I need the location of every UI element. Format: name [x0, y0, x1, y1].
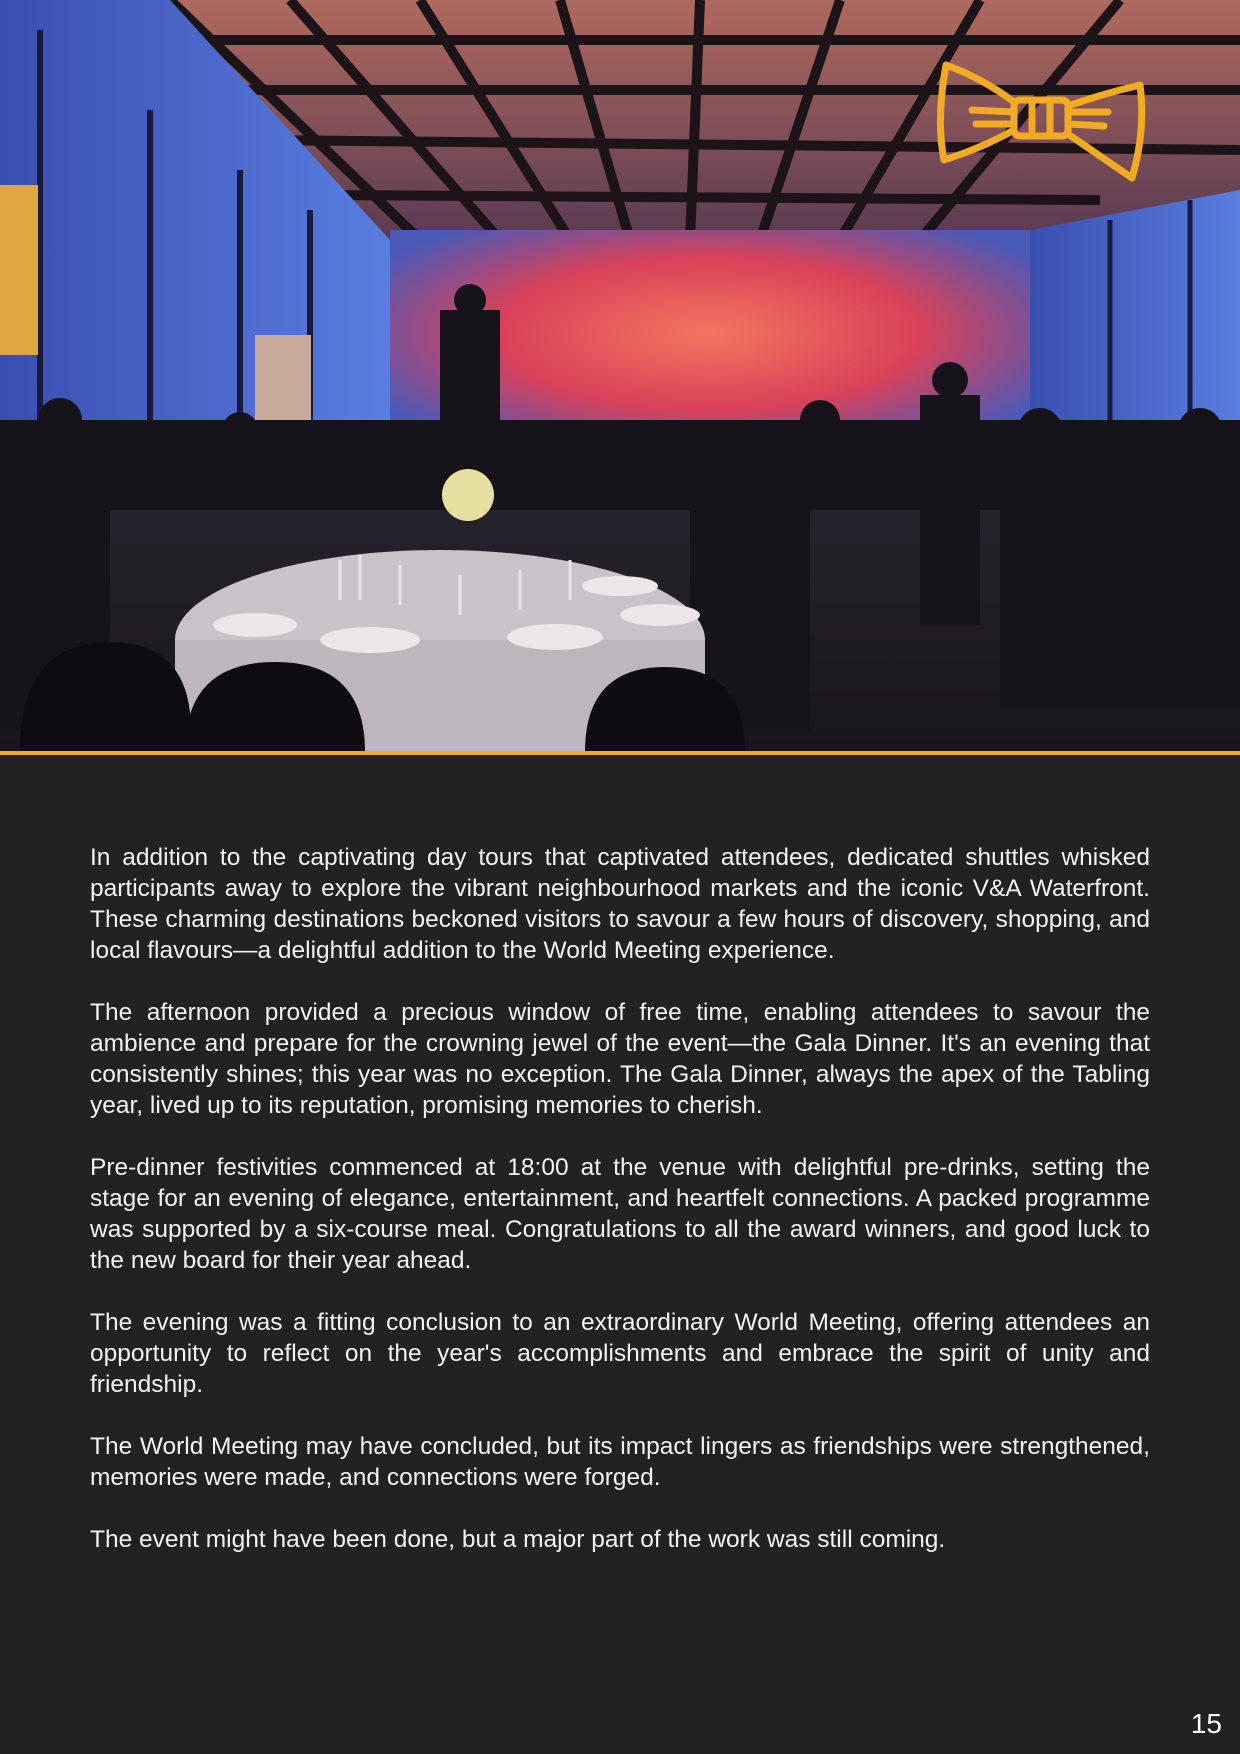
article-body	[90, 842, 1150, 1586]
page-number: 15	[1190, 1708, 1222, 1739]
paragraph: In addition to the captivating day tours that captivated attendees, dedicated shuttles whisked participants away to explore the vibrant neighbourhood markets and the iconic V&A Waterfront. These charming destinations beckoned visitors to savour a few hours of discovery, shopping, and local flavours—a delightful addition to the World Meeting experience.	[90, 844, 1150, 964]
paragraph: The afternoon provided a precious window of free time, enabling attendees to savour the ambience and prepare for the crowning jewel of the event—the Gala Dinner. It's an evening that consistently shines; this year was no exception. The Gala Dinner, always the apex of the Tabling year, lived up to its reputation, promising memories to cherish.	[90, 999, 1150, 1119]
paragraph: The evening was a fitting conclusion to an extraordinary World Meeting, offering attendees an opportunity to reflect on the year's accomplishments and embrace the spirit of unity and friendship.	[90, 1309, 1150, 1398]
paragraph: The event might have been done, but a major part of the work was still coming.	[90, 1526, 946, 1553]
paragraph: Pre-dinner festivities commenced at 18:00 at the venue with delightful pre-drinks, setting the stage for an evening of elegance, entertainment, and heartfelt connections. A packed programme was supported by a six-course meal. Congratulations to all the award winners, and good luck to the new board for their year ahead.	[90, 1154, 1150, 1274]
paragraph: The World Meeting may have concluded, but its impact lingers as friendships were strengthened, memories were made, and connections were forged.	[90, 1433, 1150, 1491]
bow-tie-icon	[932, 60, 1152, 190]
accent-divider	[0, 751, 1240, 755]
